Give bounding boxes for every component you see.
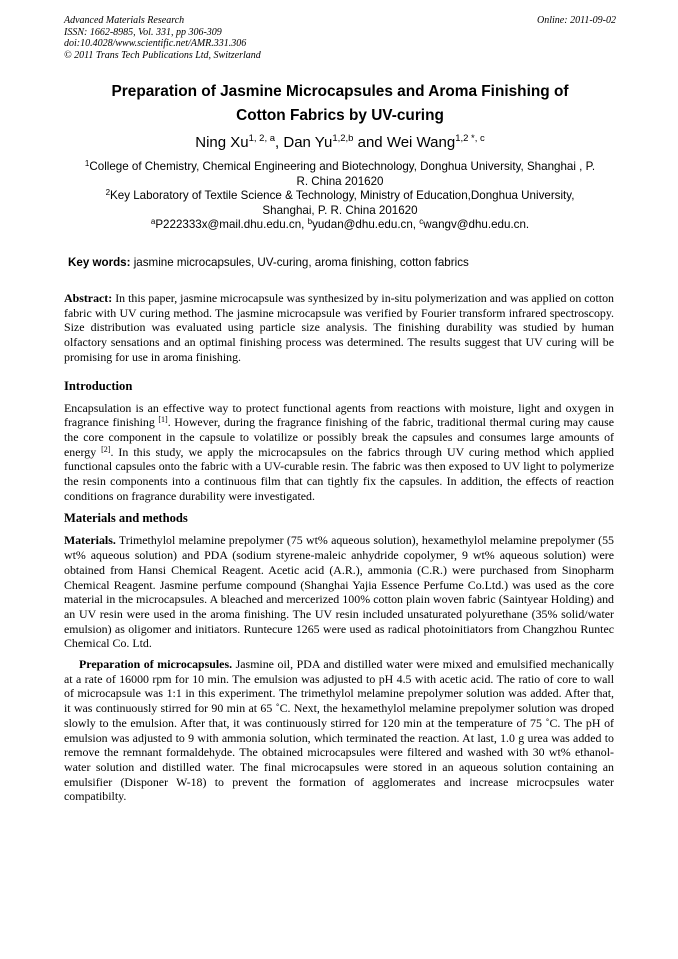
affiliations xyxy=(64,160,616,233)
citation-ref[interactable]: [1] xyxy=(158,415,168,425)
journal-header xyxy=(64,15,616,61)
email-mark: a xyxy=(150,217,156,226)
affiliation-1 xyxy=(64,160,616,175)
email-link[interactable]: yudan@dhu.edu.cn xyxy=(312,218,413,231)
email-mark: b xyxy=(307,217,313,226)
intro-text: . However, during the fragrance finishing of the fabric, traditional thermal curing may cause the core component in the capsule to volatilize or possibly break the capsules and consumes large amounts of energy xyxy=(64,415,614,459)
issn-line: ISSN: 1662-8985, Vol. 331, pp 306-309 xyxy=(64,26,222,38)
copyright-line: © 2011 Trans Tech Publications Ltd, Switzerland xyxy=(64,49,261,61)
abstract xyxy=(64,291,614,365)
email-mark: c xyxy=(419,217,424,226)
keywords xyxy=(68,256,616,270)
online-date: Online: 2011-09-02 xyxy=(537,15,616,26)
author-affiliation-mark: 1,2,b xyxy=(332,133,354,144)
title-line-2: Cotton Fabrics by UV-curing xyxy=(236,107,444,124)
email-link[interactable]: P222333x@mail.dhu.edu.cn xyxy=(155,218,302,231)
preparation-label: Preparation of microcapsules. xyxy=(79,657,233,672)
paper-body xyxy=(64,291,614,810)
preparation-paragraph xyxy=(64,657,614,804)
author-affiliation-mark: 1,2 *, c xyxy=(455,133,485,144)
keywords-text: jasmine microcapsules, UV-curing, aroma finishing, cotton fabrics xyxy=(130,256,469,269)
materials-text: Trimethylol melamine prepolymer (75 wt% aqueous solution), hexamethylol melamine prepolymer (55 wt% aqueous solution) and PDA (sodium styrene-maleic anhydride copolymer, 9 wt% aqueous solution) were obtained from Hansi Chemical Reagent. Acetic acid (A.R.), ammonia (C.R.) were purchased from Sinopharm Chemical Reagent. Jasmine perfume compound (Shanghai Yajia Essence Perfume Co.Ltd.) was used as the core material in the microcapsules. A bleached and mercerized 100% cotton plain woven fabric (Saintyear Holding) and an UV resin were used in the aroma finishing. The UV resin included unsaturated polyurethane (35% solid/water emulsion) as oligomer and initiators. Runtecure 1265 were used as radical photoinitiators from Changzhou Runtec Chemical Co. Ltd. xyxy=(64,533,614,651)
affiliation-2 xyxy=(64,189,616,204)
author-name: Dan Yu xyxy=(283,134,333,151)
title-line-1: Preparation of Jasmine Microcapsules and Aroma Finishing of xyxy=(111,83,569,100)
materials-label: Materials. xyxy=(64,533,116,548)
affiliation-2-text: Key Laboratory of Textile Science & Technology, Ministry of Education,Donghua University, xyxy=(110,189,575,202)
author-separator: , xyxy=(275,134,284,151)
author-name: Ning Xu xyxy=(195,134,249,151)
journal-name: Advanced Materials Research xyxy=(64,15,185,26)
email-list: $^a$P222333x@mail.dhu.edu.cn, $^b$yudan@dhu.edu.cn, $^c$wangv@dhu.edu.cn. xyxy=(150,217,530,231)
abstract-text: In this paper, jasmine microcapsule was synthesized by in-situ polymerization and was applied on cotton fabric with UV curing method. The jasmine microcapsule was verified by Fourier transform infrared spectroscopy. Size distribution was evaluated using particle size analysis. The finishing durability was studied by human olfactory sensations and an optimal finishing process was determined. The results suggest that UV curing will be promising for use in aroma finishing. xyxy=(64,291,614,364)
author-list xyxy=(64,133,616,153)
doi-line: doi:10.4028/www.scientific.net/AMR.331.306 xyxy=(64,38,247,49)
preparation-text: Jasmine oil, PDA and distilled water were mixed and emulsified mechanically at a rate of 16000 rpm for 10 min. The emulsion was adjusted to pH 4.5 with acetic acid. The ratio of core to wall of microcapsule was 1:1 in this experiment. The trimethylol melamine prepolymer solution was added. After that, it was continuously stirred for 90 min at 65 ˚C. Next, the hexamethylol melamine prepolymer solution was droped slowly to the emulsion. After that, it was continuously stirred for 120 min at the temperature of 75 ˚C. The pH of emulsion was adjusted to 9 with ammonia solution, which terminated the reaction. At last, 1.0 g urea was added to remove the remnant formaldehyde. The obtained microcapsules were filtered and washed with 30 wt% ethanol-water solution and distilled water. The final microcapsules were stored in an aqueous solution containing an emulsifier (Disponer W-18) to prevent the formation of agglomerates and increase microcpsules water compatibilty. xyxy=(64,657,615,804)
affiliation-mark: 1 xyxy=(84,159,90,168)
author-and: and xyxy=(353,134,387,151)
affiliation-1-text: College of Chemistry, Chemical Engineering and Biotechnology, Donghua University, Shanghai , P. xyxy=(89,160,596,173)
author-affiliation-mark: 1, 2, a xyxy=(248,133,276,144)
citation-ref[interactable]: [2] xyxy=(101,444,111,454)
paper-title xyxy=(64,80,616,128)
introduction-heading: Introduction xyxy=(64,378,133,393)
methods-heading: Materials and methods xyxy=(64,511,188,526)
affiliation-mark: 2 xyxy=(105,188,111,197)
keywords-label: Key words: xyxy=(68,256,131,269)
affiliation-1-cont: R. China 201620 xyxy=(296,174,384,188)
email-link[interactable]: wangv@dhu.edu.cn. xyxy=(423,218,530,231)
intro-text: . In this study, we apply the microcapsules on the fabrics through UV curing method which applied functional capsules onto the fabric with a UV-curable resin. The fabric was then exposed to UV light to polymerize the resin components into a continuous film that can tightly fix the capsules. In addition, the effects of reaction conditions on fragrance durability were investigated. xyxy=(64,444,615,503)
intro-text: Encapsulation is an effective way to protect functional agents from reactions with moisture, light and oxygen in fragrance finishing xyxy=(64,400,614,430)
introduction-paragraph xyxy=(64,401,614,504)
materials-paragraph xyxy=(64,533,614,651)
abstract-label: Abstract: xyxy=(64,291,113,305)
author-name: Wei Wang xyxy=(386,134,456,151)
affiliation-2-cont: Shanghai, P. R. China 201620 xyxy=(262,203,418,217)
